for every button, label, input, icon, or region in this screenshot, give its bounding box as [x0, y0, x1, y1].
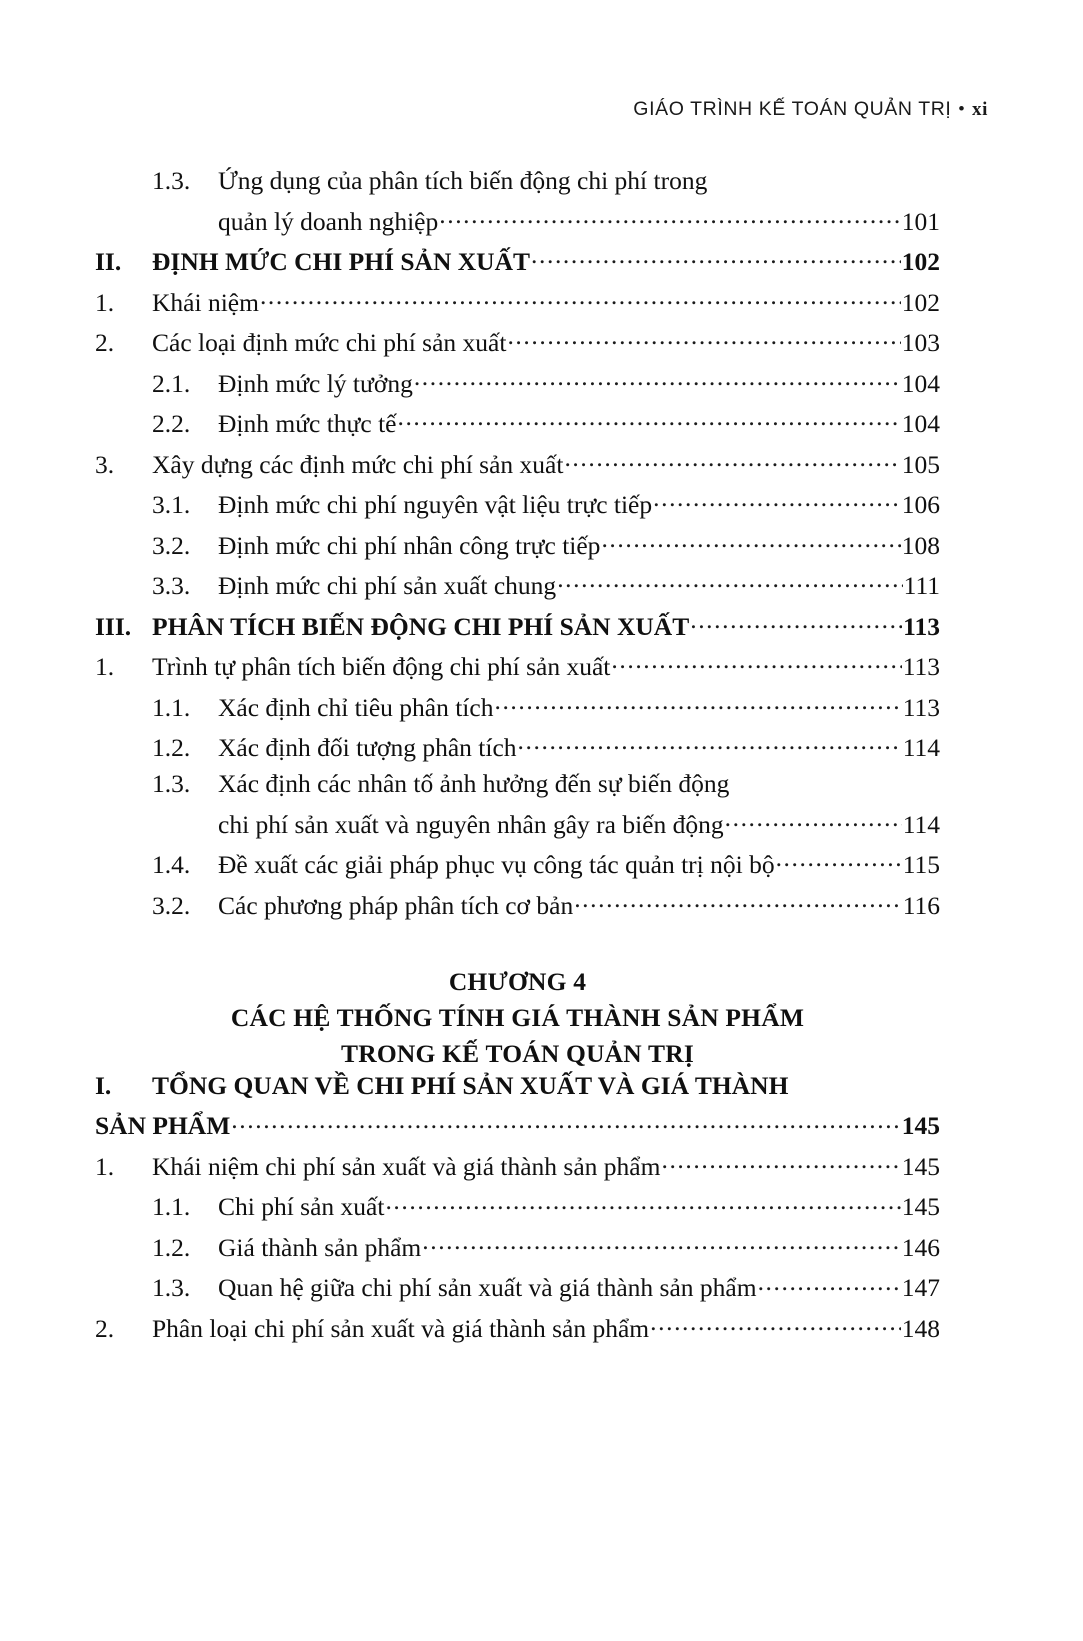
- toc-entry[interactable]: [95, 609, 940, 639]
- toc-entry-number: 1.4.: [152, 850, 191, 879]
- toc-entry-title: Định mức thực tế: [218, 409, 397, 438]
- toc-entry-title: Ứng dụng của phân tích biến động chi phí trong: [218, 166, 708, 195]
- toc-entry[interactable]: [95, 1230, 940, 1260]
- toc-page-number: 148: [901, 1313, 940, 1343]
- toc-leader-dots: [776, 848, 902, 874]
- toc-leader-dots: [653, 488, 901, 514]
- toc-entry[interactable]: [95, 1070, 940, 1100]
- toc-entry-title: Các loại định mức chi phí sản xuất: [152, 328, 507, 357]
- toc-page-number: 145: [901, 1151, 940, 1181]
- chapter-heading-line: CHƯƠNG 4: [448, 967, 587, 996]
- toc-leader-dots: [385, 1190, 900, 1216]
- toc-entry[interactable]: [95, 285, 940, 315]
- toc-entry-number: 1.: [95, 1151, 115, 1181]
- toc-entry-number: 3.: [95, 449, 115, 479]
- toc-entry[interactable]: [95, 650, 940, 680]
- toc-page-number: 113: [902, 652, 940, 681]
- toc-entry[interactable]: [95, 528, 940, 558]
- toc-entry-title: chi phí sản xuất và nguyên nhân gây ra biến động: [218, 809, 724, 839]
- toc-entry[interactable]: [95, 807, 940, 837]
- toc-leader-dots: [758, 1271, 901, 1297]
- chapter-heading-line: TRONG KẾ TOÁN QUẢN TRỊ: [341, 1039, 694, 1069]
- toc-page-number: 104: [901, 409, 940, 438]
- toc-entry-number: 3.2.: [152, 890, 191, 920]
- toc-entry[interactable]: [95, 1271, 940, 1301]
- toc-leader-dots: [397, 407, 900, 433]
- toc-leader-dots: [507, 326, 900, 352]
- toc-entry[interactable]: [95, 569, 940, 599]
- toc-page-number: 102: [901, 247, 940, 276]
- toc-page-number: 101: [901, 206, 940, 236]
- toc-page-number: 105: [901, 449, 940, 479]
- toc-entry[interactable]: [95, 1311, 940, 1341]
- toc-entry-title: ĐỊNH MỨC CHI PHÍ SẢN XUẤT: [152, 247, 531, 276]
- table-of-contents: [95, 168, 940, 1352]
- toc-entry[interactable]: [95, 488, 940, 518]
- toc-entry-number: 3.2.: [152, 530, 191, 560]
- toc-entry[interactable]: [95, 690, 940, 720]
- toc-entry-title: Định mức chi phí nhân công trực tiếp: [218, 530, 601, 560]
- toc-entry-number: 1.3.: [152, 1273, 191, 1303]
- toc-entry-title: Giá thành sản phẩm: [218, 1232, 422, 1262]
- toc-leader-dots: [518, 731, 902, 757]
- toc-leader-dots: [494, 690, 901, 716]
- toc-entry-number: 3.1.: [152, 490, 191, 519]
- chapter-heading: [95, 964, 940, 1073]
- toc-entry[interactable]: [95, 1190, 940, 1220]
- toc-entry[interactable]: [95, 1149, 940, 1179]
- toc-leader-dots: [564, 447, 900, 473]
- toc-leader-dots: [690, 609, 902, 635]
- toc-page-number: 114: [902, 733, 940, 762]
- toc-entry[interactable]: [95, 407, 940, 437]
- toc-entry-number: 1.2.: [152, 733, 191, 762]
- toc-entry-number: 1.: [95, 652, 115, 681]
- toc-entry-title: Trình tự phân tích biến động chi phí sản xuất: [152, 652, 611, 681]
- toc-entry-title: Xác định các nhân tố ảnh hưởng đến sự biến động: [218, 769, 730, 798]
- toc-page-number: 114: [902, 809, 940, 839]
- toc-entry[interactable]: [95, 245, 940, 275]
- toc-entry[interactable]: [95, 204, 940, 234]
- toc-entry-number: 2.: [95, 328, 115, 357]
- toc-leader-dots: [231, 1109, 900, 1135]
- toc-entry-title: TỔNG QUAN VỀ CHI PHÍ SẢN XUẤT VÀ GIÁ THÀNH: [152, 1070, 789, 1100]
- toc-entry[interactable]: [95, 1109, 940, 1139]
- toc-entry-title: Xây dựng các định mức chi phí sản xuất: [152, 449, 564, 479]
- toc-page-number: 108: [901, 530, 940, 560]
- toc-leader-dots: [414, 366, 901, 392]
- toc-leader-dots: [611, 650, 901, 676]
- toc-page-number: 147: [901, 1273, 940, 1303]
- chapter-heading-line: CÁC HỆ THỐNG TÍNH GIÁ THÀNH SẢN PHẨM: [230, 1003, 805, 1033]
- toc-entry-number: 2.2.: [152, 409, 191, 438]
- toc-entry-number: II.: [95, 247, 122, 276]
- toc-entry-title: Định mức lý tưởng: [218, 368, 413, 398]
- toc-leader-dots: [725, 807, 902, 833]
- toc-entry-number: III.: [95, 611, 132, 641]
- toc-entry-title: Định mức chi phí nguyên vật liệu trực tiếp: [218, 490, 653, 519]
- toc-page-number: 116: [902, 890, 940, 920]
- toc-entry-number: I.: [95, 1070, 112, 1100]
- toc-entry-number: 3.3.: [152, 571, 191, 600]
- toc-entry-title: quản lý doanh nghiệp: [218, 206, 439, 236]
- toc-leader-dots: [650, 1311, 901, 1337]
- toc-page-number: 146: [901, 1232, 940, 1262]
- toc-entry-title: Định mức chi phí sản xuất chung: [218, 571, 557, 600]
- toc-entry-title: Khái niệm: [152, 287, 259, 317]
- toc-leader-dots: [439, 204, 901, 230]
- toc-entry-title: Xác định chỉ tiêu phân tích: [218, 692, 494, 722]
- toc-leader-dots: [574, 888, 901, 914]
- toc-entry[interactable]: [95, 771, 940, 797]
- toc-page-number: 104: [901, 368, 940, 398]
- header-separator: •: [958, 99, 966, 118]
- toc-entry-title: PHÂN TÍCH BIẾN ĐỘNG CHI PHÍ SẢN XUẤT: [152, 611, 690, 641]
- toc-entry[interactable]: [95, 848, 940, 878]
- toc-leader-dots: [260, 285, 901, 311]
- toc-page-number: 113: [902, 692, 940, 722]
- toc-entry-number: 1.1.: [152, 1192, 191, 1222]
- header-page-number: xi: [972, 99, 988, 120]
- toc-entry[interactable]: [95, 168, 940, 194]
- toc-page-number: 102: [901, 287, 940, 317]
- toc-entry-number: 1.1.: [152, 692, 191, 722]
- toc-page-number: 115: [902, 850, 940, 879]
- toc-entry[interactable]: [95, 888, 940, 918]
- running-header: [633, 98, 988, 121]
- toc-page-number: 113: [903, 611, 940, 641]
- toc-leader-dots: [601, 528, 900, 554]
- toc-entry-number: 1.: [95, 287, 115, 317]
- toc-entry-title: Các phương pháp phân tích cơ bản: [218, 890, 574, 920]
- toc-entry-title: Chi phí sản xuất: [218, 1192, 385, 1222]
- toc-entry-title: Đề xuất các giải pháp phục vụ công tác quản trị nội bộ: [218, 850, 775, 879]
- toc-page-number: 111: [903, 571, 940, 600]
- toc-page-number: 106: [901, 490, 940, 519]
- toc-entry-title: Phân loại chi phí sản xuất và giá thành sản phẩm: [152, 1313, 650, 1343]
- toc-entry[interactable]: [95, 447, 940, 477]
- toc-leader-dots: [422, 1230, 901, 1256]
- toc-entry-number: 2.1.: [152, 368, 191, 398]
- toc-page-number: 145: [901, 1111, 940, 1141]
- toc-entry-title: Khái niệm chi phí sản xuất và giá thành sản phẩm: [152, 1151, 661, 1181]
- toc-entry-number: 1.2.: [152, 1232, 191, 1262]
- toc-entry[interactable]: [95, 366, 940, 396]
- toc-page-number: 145: [901, 1192, 940, 1222]
- toc-entry-title: SẢN PHẨM: [95, 1111, 231, 1141]
- toc-entry-title: Quan hệ giữa chi phí sản xuất và giá thành sản phẩm: [218, 1273, 757, 1303]
- toc-leader-dots: [557, 569, 902, 595]
- toc-entry-title: Xác định đối tượng phân tích: [218, 733, 517, 762]
- toc-entry[interactable]: [95, 326, 940, 356]
- toc-entry-number: 1.3.: [152, 769, 191, 798]
- toc-leader-dots: [531, 245, 901, 271]
- toc-entry-number: 2.: [95, 1313, 115, 1343]
- toc-entry[interactable]: [95, 731, 940, 761]
- header-title: GIÁO TRÌNH KẾ TOÁN QUẢN TRỊ: [633, 98, 952, 120]
- toc-leader-dots: [661, 1149, 900, 1175]
- toc-entry-number: 1.3.: [152, 166, 191, 195]
- toc-page-number: 103: [901, 328, 940, 357]
